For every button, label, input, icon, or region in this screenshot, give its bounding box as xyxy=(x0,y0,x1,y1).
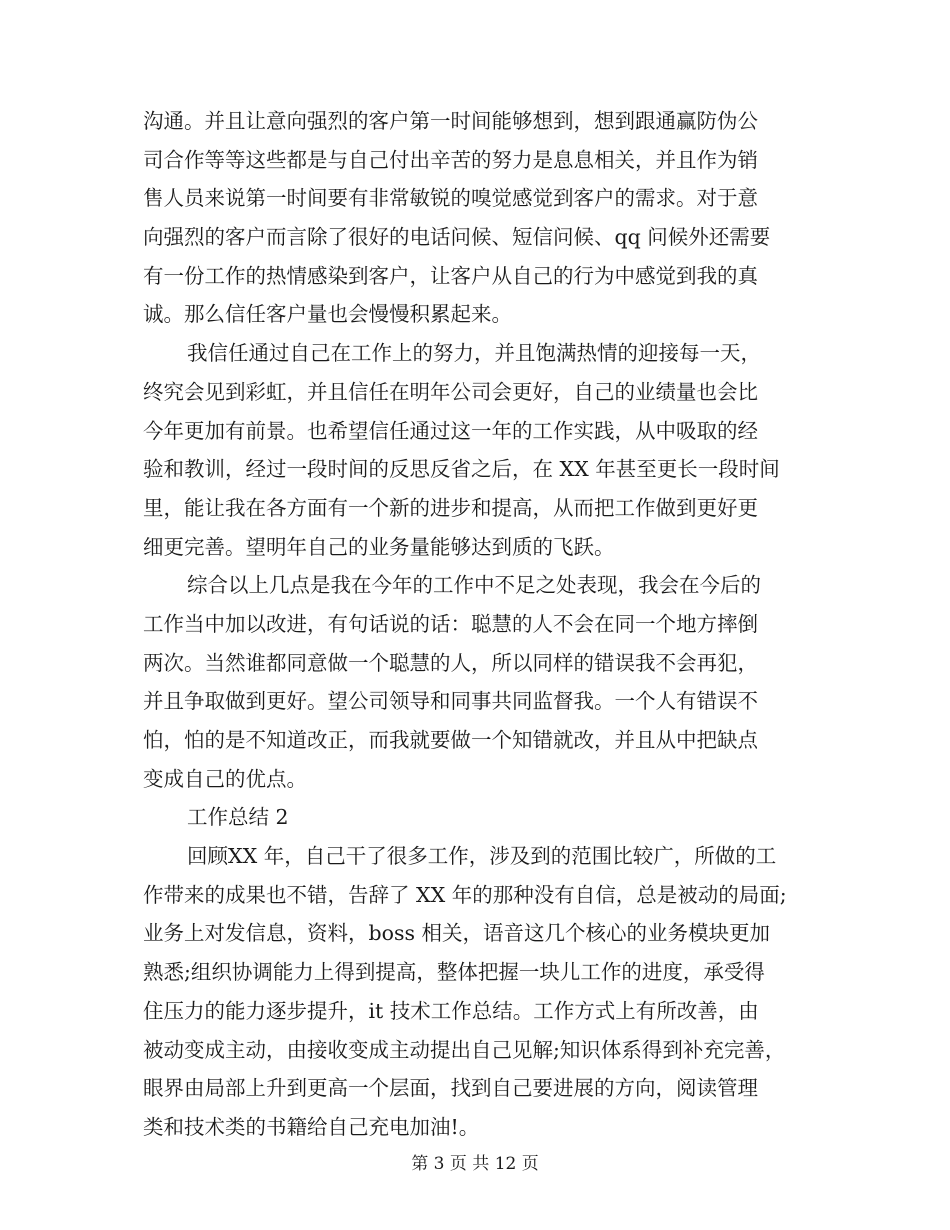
text-line: 诚。那么信任客户量也会慢慢积累起来。 xyxy=(143,302,512,327)
text-line: 眼界由局部上升到更高一个层面，找到自己要进展的方向，阅读管理 xyxy=(143,1076,758,1101)
text-line: 并且争取做到更好。望公司领导和同事共同监督我。一个人有错误不 xyxy=(143,689,758,714)
text-line: 怕，怕的是不知道改正，而我就要做一个知错就改，并且从中把缺点 xyxy=(143,728,758,752)
text-line: 被动变成主动，由接收变成主动提出自己见解;知识体系得到补充完善， xyxy=(143,1037,786,1062)
text-line: 售人员来说第一时间要有非常敏锐的嗅觉感觉到客户的需求。对于意 xyxy=(143,186,758,211)
section-heading xyxy=(143,798,815,837)
document-body xyxy=(143,102,815,1147)
paragraph-2 xyxy=(143,334,815,566)
text-line: 里，能让我在各方面有一个新的进步和提高，从而把工作做到更好更 xyxy=(143,495,758,520)
paragraph-4 xyxy=(143,837,815,1147)
text-line: 沟通。并且让意向强烈的客户第一时间能够想到，想到跟通赢防伪公 xyxy=(143,109,758,133)
text-line: 我信任通过自己在工作上的努力，并且饱满热情的迎接每一天， xyxy=(187,341,761,366)
text-line: 向强烈的客户而言除了很好的电话问候、短信问候、qq 问候外还需要 xyxy=(143,225,771,250)
text-line: 司合作等等这些都是与自己付出辛苦的努力是息息相关，并且作为销 xyxy=(143,147,758,172)
text-line: 住压力的能力逐步提升，it 技术工作总结。工作方式上有所改善，由 xyxy=(143,998,759,1023)
text-line: 工作当中加以改进，有句话说的话：聪慧的人不会在同一个地方摔倒 xyxy=(143,611,758,636)
page-number-footer: 第 3 页 共 12 页 xyxy=(411,1154,539,1174)
paragraph-3 xyxy=(143,566,815,798)
text-line: 作带来的成果也不错，告辞了 XX 年的那种没有自信，总是被动的局面; xyxy=(143,882,787,907)
text-line: 细更完善。望明年自己的业务量能够达到质的飞跃。 xyxy=(143,534,615,559)
text-line: 验和教训，经过一段时间的反思反省之后，在 XX 年甚至更长一段时间 xyxy=(143,457,780,482)
text-line: 今年更加有前景。也希望信任通过这一年的工作实践，从中吸取的经 xyxy=(143,418,758,443)
text-line: 类和技术类的书籍给自己充电加油!。 xyxy=(143,1114,480,1139)
text-line: 两次。当然谁都同意做一个聪慧的人，所以同样的错误我不会再犯， xyxy=(143,650,758,675)
text-line: 业务上对发信息，资料，boss 相关，语音这几个核心的业务模块更加 xyxy=(143,921,771,946)
text-line: 变成自己的优点。 xyxy=(143,766,307,791)
text-line: 熟悉;组织协调能力上得到提高，整体把握一块儿工作的进度，承受得 xyxy=(143,960,765,985)
section-heading-text: 工作总结 2 xyxy=(187,805,289,830)
text-line: 综合以上几点是我在今年的工作中不足之处表现，我会在今后的 xyxy=(187,573,761,598)
text-line: 终究会见到彩虹，并且信任在明年公司会更好，自己的业绩量也会比 xyxy=(143,379,758,404)
text-line: 回顾XX 年，自己干了很多工作，涉及到的范围比较广，所做的工 xyxy=(187,844,777,869)
paragraph-1 xyxy=(143,102,815,334)
text-line: 有一份工作的热情感染到客户，让客户从自己的行为中感觉到我的真 xyxy=(143,263,758,288)
